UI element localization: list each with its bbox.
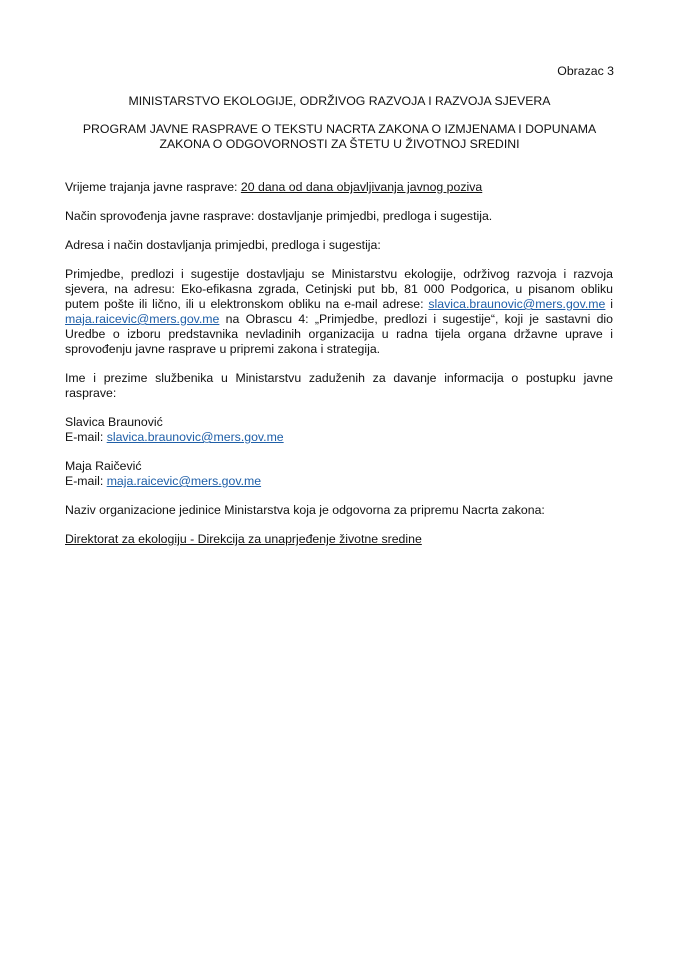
contact-block xyxy=(65,415,613,445)
contact-email-link[interactable]: slavica.braunovic@mers.gov.me xyxy=(106,430,284,444)
email-link-maja[interactable]: maja.raicevic@mers.gov.me xyxy=(65,312,220,326)
duration-label: Vrijeme trajanja javne rasprave: xyxy=(65,180,241,194)
email-link-slavica[interactable]: slavica.braunovic@mers.gov.me xyxy=(428,297,606,311)
email-label: E-mail: xyxy=(65,430,107,444)
program-title-line-1: PROGRAM JAVNE RASPRAVE O TEKSTU NACRTA ZAKONA O IZMJENAMA I DOPUNAMA xyxy=(82,122,597,136)
submission-text-2: i xyxy=(605,297,613,311)
program-title xyxy=(60,122,619,152)
submission-paragraph xyxy=(65,267,613,357)
contact-email-link[interactable]: maja.raicevic@mers.gov.me xyxy=(106,474,262,488)
org-unit-heading: Naziv organizacione jedinice Ministarstva koja je odgovorna za pripremu Nacrta zakona: xyxy=(65,503,545,517)
org-unit-name: Direktorat za ekologiju - Direkcija za unaprjeđenje životne sredine xyxy=(65,532,422,546)
form-number: Obrazac 3 xyxy=(557,64,614,78)
email-label: E-mail: xyxy=(65,474,107,488)
ministry-title: MINISTARSTVO EKOLOGIJE, ODRŽIVOG RAZVOJA I RAZVOJA SJEVERA xyxy=(128,94,551,108)
submission-text-3: na Obrascu 4: „Primjedbe, predlozi i sugestije“, koji je sastavni dio Uredbe o izboru predstavnika nevladinih organizacija u radna tijela organa državne uprave i sprovođenju javne rasprave u pripremi zakona i strategija. xyxy=(65,312,613,356)
contact-name: Slavica Braunović xyxy=(65,415,163,429)
duration-paragraph xyxy=(65,180,613,195)
contact-name: Maja Raičević xyxy=(65,459,142,473)
program-title-line-2: ZAKONA O ODGOVORNOSTI ZA ŠTETU U ŽIVOTNOJ SREDINI xyxy=(159,137,520,151)
contact-block xyxy=(65,459,613,489)
submission-text-1: Primjedbe, predlozi i sugestije dostavljaju se Ministarstvu ekologije, održivog razvoja i razvoja sjevera, na adresu: Eko-efikasna zgrada, Cetinjski put bb, 81 000 Podgorica, u pisanom obliku putem pošte ili lično, ili u elektronskom obliku na e-mail adrese: xyxy=(65,267,613,311)
method-paragraph: Način sprovođenja javne rasprave: dostavljanje primjedbi, predloga i sugestija. xyxy=(65,209,493,223)
officer-heading: Ime i prezime službenika u Ministarstvu zaduženih za davanje informacija o postupku javne rasprave: xyxy=(65,371,613,400)
document-body xyxy=(65,180,613,547)
contact-email-line xyxy=(65,430,613,445)
address-heading: Adresa i način dostavljanja primjedbi, predloga i sugestija: xyxy=(65,238,381,252)
duration-value: 20 dana od dana objavljivanja javnog poziva xyxy=(240,180,483,194)
contact-email-line xyxy=(65,474,613,489)
